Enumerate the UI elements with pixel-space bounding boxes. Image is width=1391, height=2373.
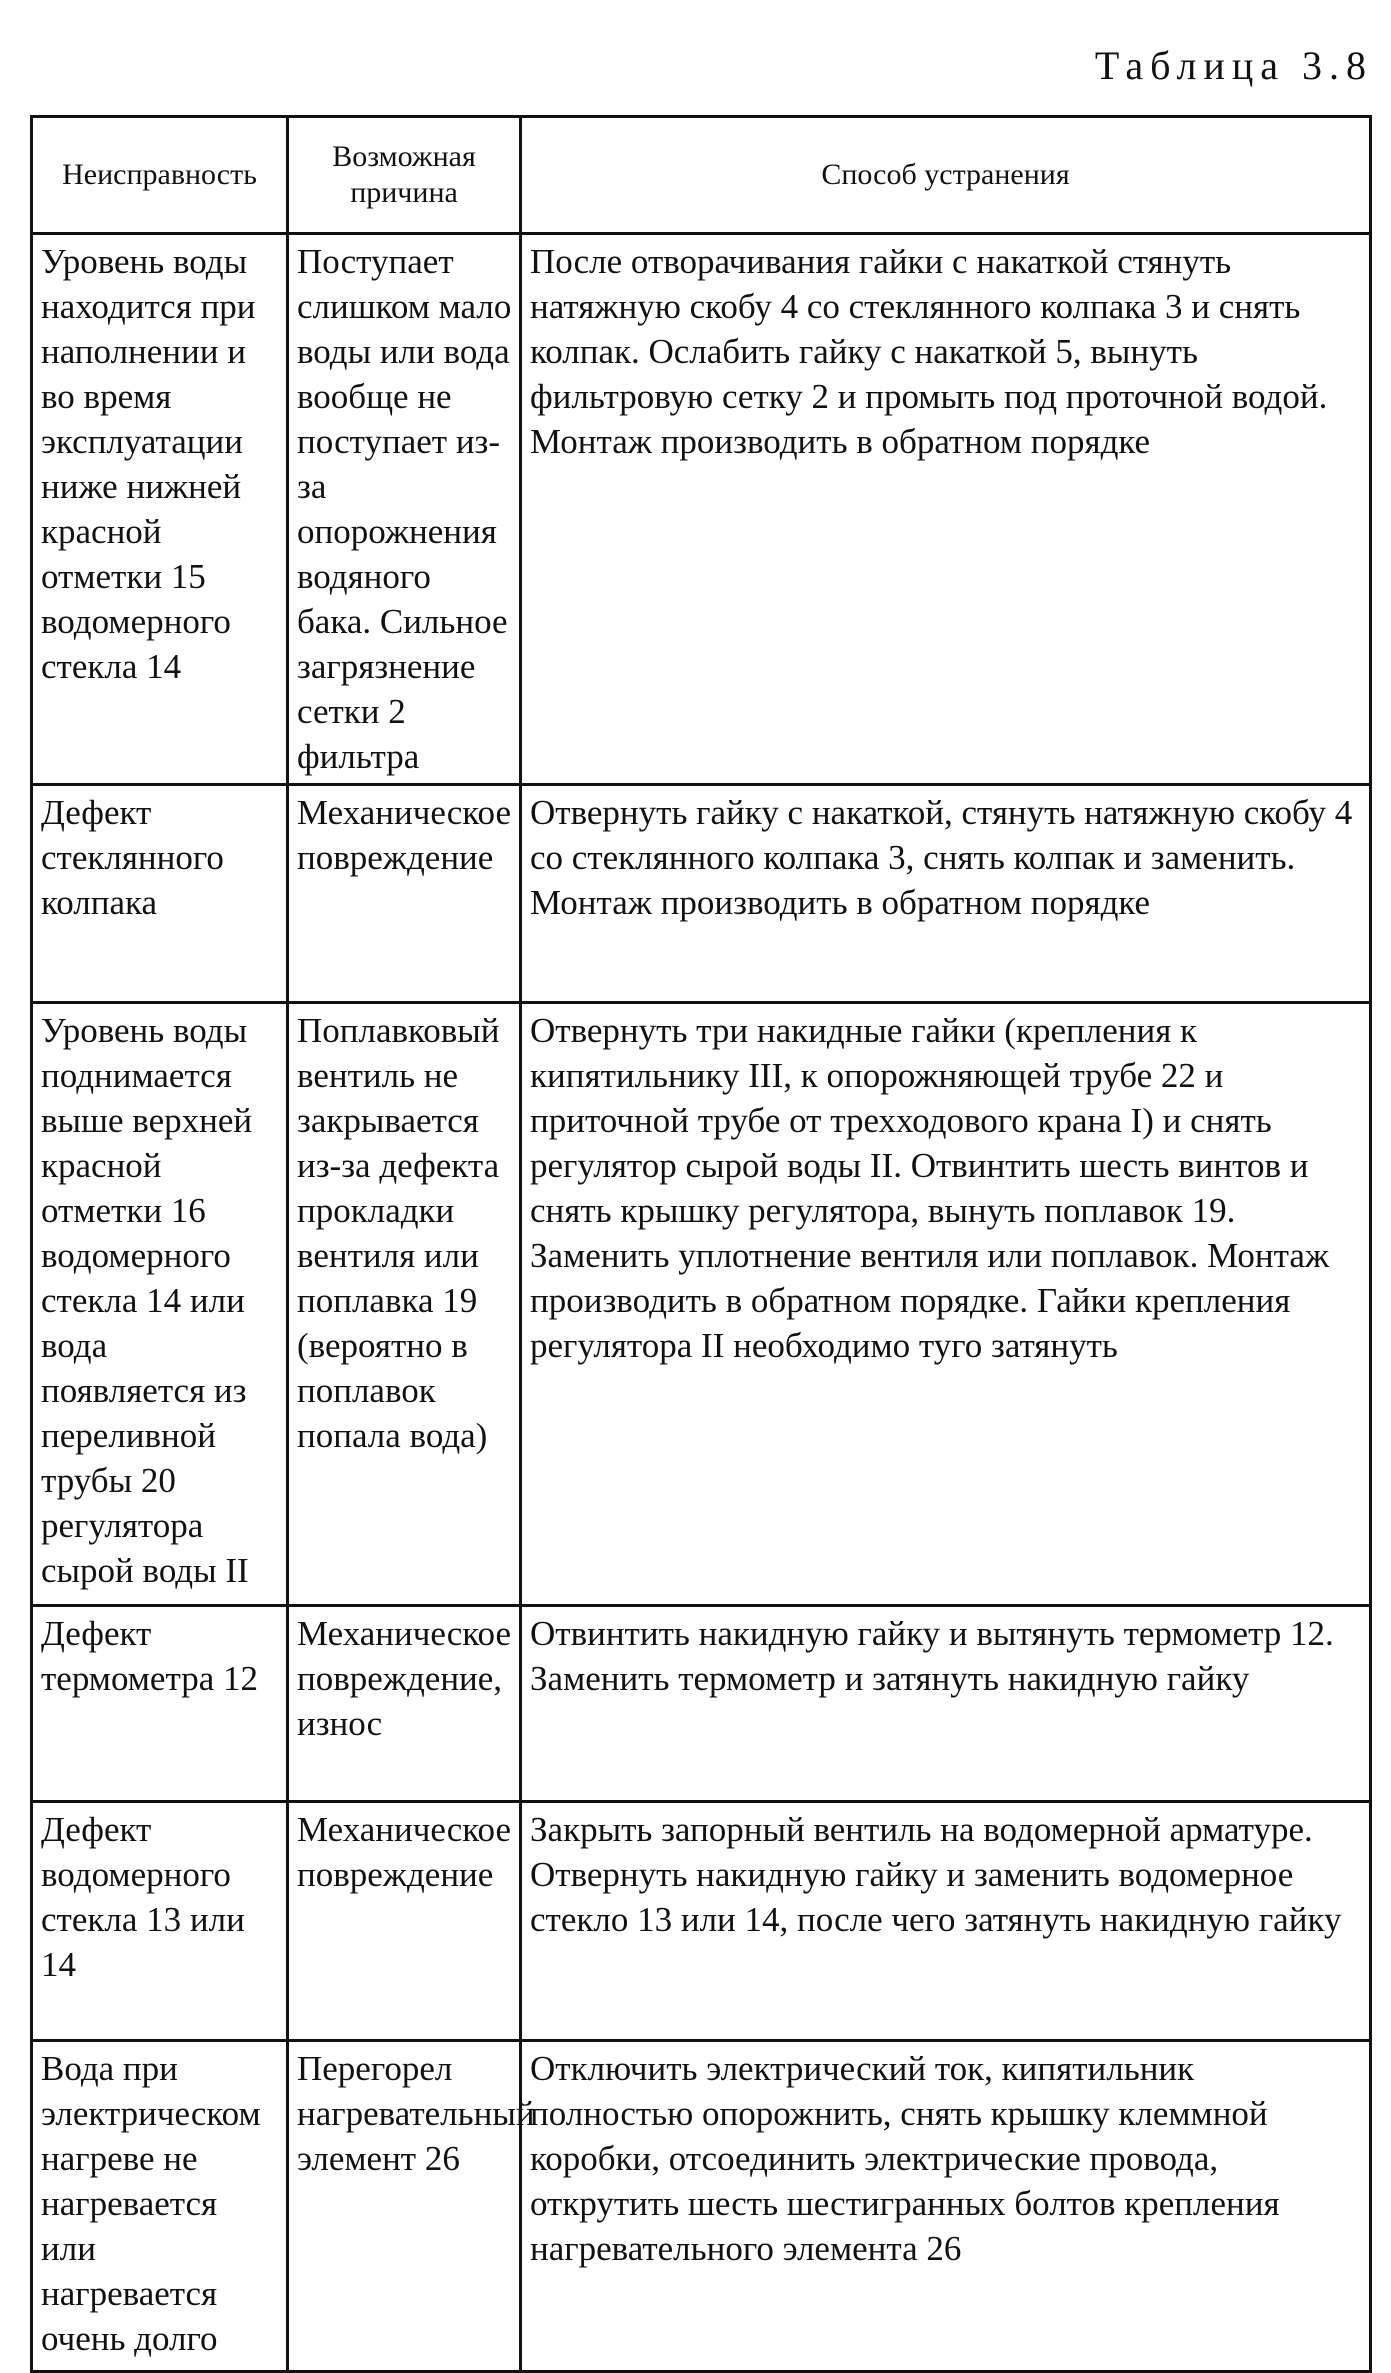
table-row [32,1606,1371,1802]
cell-cause: Механическое повреждение, износ [288,1606,521,1802]
cell-fault: Дефект стеклянного колпака [32,785,288,1003]
cell-remedy: Отвинтить накидную гайку и вытянуть термометр 12. Заменить термометр и затянуть накидную гайку [521,1606,1371,1802]
cell-cause: Поступает слишком мало воды или вода вообще не поступает из-за опорожнения водяного бака. Сильное загрязнение сетки 2 фильтра [288,234,521,785]
cell-fault: Уровень воды находится при наполнении и во время эксплуатации ниже нижней красной отметки 15 водомерного стекла 14 [32,234,288,785]
cell-remedy: После отворачивания гайки с накаткой стянуть натяжную скобу 4 со стеклянного колпака 3 и снять колпак. Ослабить гайку с накаткой 5, вынуть фильтровую сетку 2 и промыть под проточной водой. Монтаж производить в обратном порядке [521,234,1371,785]
table-row [32,2041,1371,2372]
cell-remedy: Закрыть запорный вентиль на водомерной арматуре. Отвернуть накидную гайку и заменить водомерное стекло 13 или 14, после чего затянуть накидную гайку [521,1802,1371,2041]
cell-cause: Механическое повреждение [288,785,521,1003]
cell-remedy: Отключить электрический ток, кипятильник полностью опорожнить, снять крышку клеммной коробки, отсоединить электрические провода, открутить шесть шестигранных болтов крепления нагревательного элемента 26 [521,2041,1371,2372]
header-remedy: Способ устранения [521,117,1371,234]
cell-fault: Дефект водомерного стекла 13 или 14 [32,1802,288,2041]
header-fault: Неисправность [32,117,288,234]
cell-cause: Механическое повреждение [288,1802,521,2041]
cell-cause: Перегорел нагревательный элемент 26 [288,2041,521,2372]
table-row [32,1802,1371,2041]
cell-fault: Дефект термометра 12 [32,1606,288,1802]
cell-fault: Уровень воды поднимается выше верхней красной отметки 16 водомерного стекла 14 или вода появляется из переливной трубы 20 регулятора сырой воды II [32,1003,288,1606]
cell-cause: Поплавковый вентиль не закрывается из-за дефекта прокладки вентиля или поплавка 19 (вероятно в поплавок попала вода) [288,1003,521,1606]
cell-remedy: Отвернуть гайку с накаткой, стянуть натяжную скобу 4 со стеклянного колпака 3, снять колпак и заменить. Монтаж производить в обратном порядке [521,785,1371,1003]
cell-remedy: Отвернуть три накидные гайки (крепления к кипятильнику III, к опорожняющей трубе 22 и приточной трубе от трехходового крана I) и снять регулятор сырой воды II. Отвинтить шесть винтов и снять крышку регулятора, вынуть поплавок 19. Заменить уплотнение вентиля или поплавок. Монтаж производить в обратном порядке. Гайки крепления регулятора II необходимо туго затянуть [521,1003,1371,1606]
table-row [32,234,1371,785]
table-row [32,785,1371,1003]
table-caption: Таблица 3.8 [1094,43,1373,88]
table-header-row [32,117,1371,234]
header-cause: Возможная причина [288,117,521,234]
table-row [32,1003,1371,1606]
cell-fault: Вода при электрическом нагреве не нагревается или нагревается очень долго [32,2041,288,2372]
faults-table [30,115,1372,2373]
